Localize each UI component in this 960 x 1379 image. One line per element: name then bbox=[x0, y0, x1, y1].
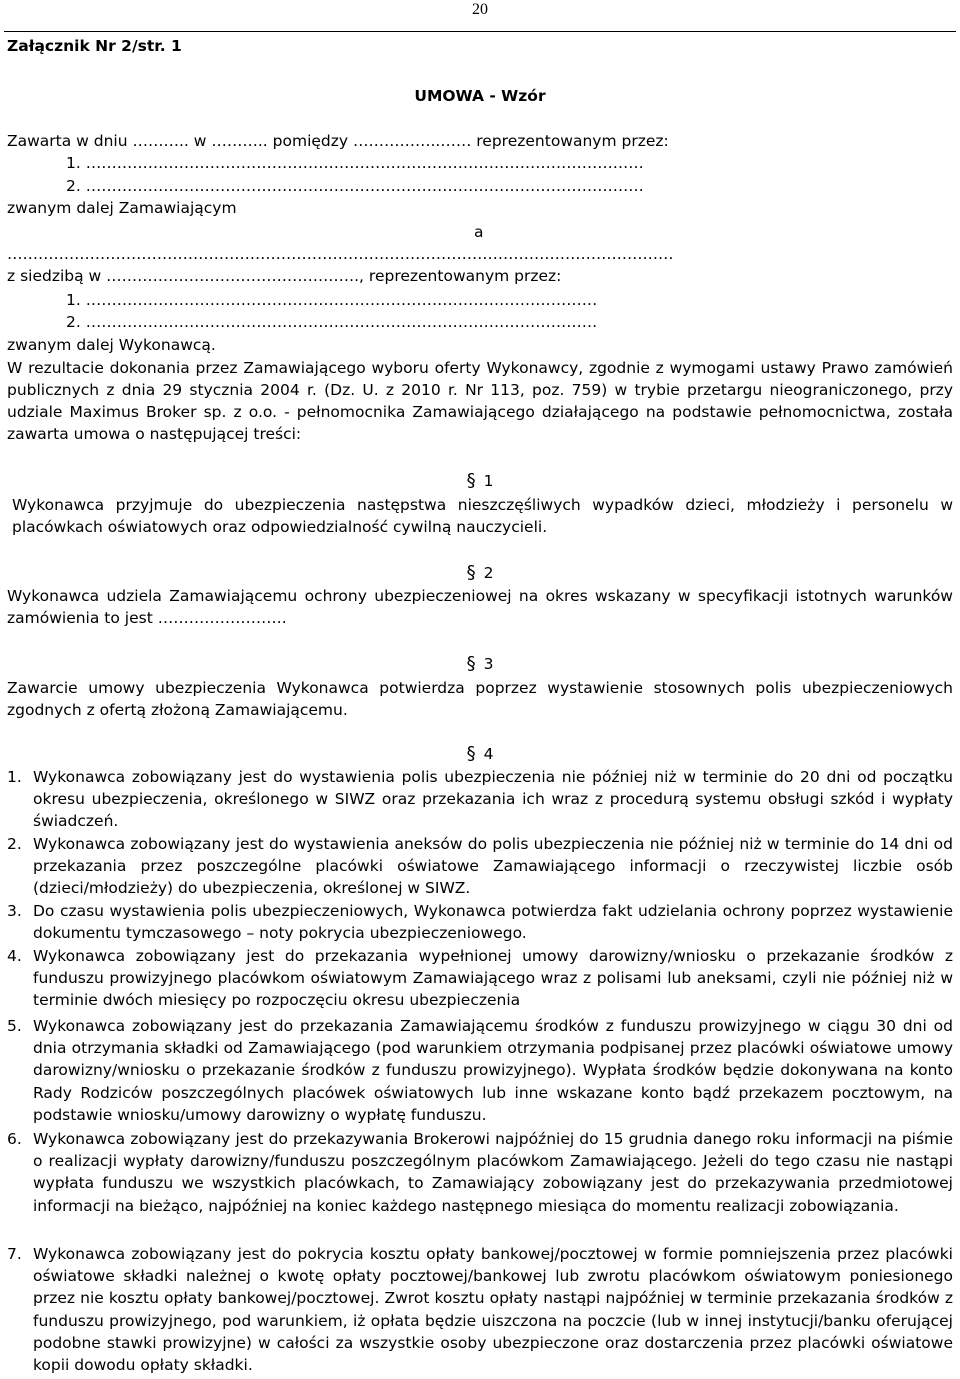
page-number: 20 bbox=[472, 1, 488, 18]
employer-rep-1: 1. ……………………………………………………………………………………………… bbox=[66, 154, 644, 172]
seat-line: z siedzibą w …………………………………………., reprezentowanym przez: bbox=[7, 267, 562, 285]
item-text: Do czasu wystawienia polis ubezpieczeniowych, Wykonawca potwierdza fakt udzielania ochrony poprzez wystawienie dokumentu tymczasowego – noty pokrycia ubezpieczeniowego. bbox=[33, 902, 953, 943]
contractor-called: zwanym dalej Wykonawcą. bbox=[7, 336, 216, 354]
item-text: Wykonawca zobowiązany jest do przekazania Zamawiającemu środków z funduszu prowizyjnego w ciągu 30 dni od dnia otrzymania składki od Zamawiającego (pod warunkiem otrzymania podpisanej przez placówki oświatowe umowy darowizny/wniosku o przekazanie środków z funduszu prowizyjnego). Wypłata środków będzie dokonywana na konto Rady Rodziców poszczególnych placówek oświatowych lub inne wskazane konto bądź przekazem pocztowym, na podstawie wniosku/umowy darowizny o wypłatę funduszu. bbox=[33, 1017, 953, 1124]
section-1-text: Wykonawca przyjmuje do ubezpieczenia następstwa nieszczęśliwych wypadków dzieci, młodzieży i personelu w placówkach oświatowych oraz odpowiedzialność cywilną nauczycieli. bbox=[12, 496, 953, 536]
item-number: 3. bbox=[7, 902, 22, 920]
section-1-heading bbox=[0, 470, 960, 491]
list-item bbox=[7, 1015, 953, 1126]
section-2-text: Wykonawca udziela Zamawiającemu ochrony ubezpieczeniowej na okres wskazany w specyfikacji istotnych warunków zamówienia to jest ……………………. bbox=[7, 587, 953, 627]
document-title: UMOWA - Wzór bbox=[414, 87, 546, 105]
section-sign: § bbox=[466, 653, 476, 674]
item-number: 5. bbox=[7, 1017, 22, 1035]
employer-rep-2: 2. ……………………………………………………………………………………………… bbox=[66, 177, 644, 195]
attachment-label: Załącznik Nr 2/str. 1 bbox=[7, 37, 182, 55]
header-rule bbox=[4, 31, 956, 32]
item-number: 6. bbox=[7, 1130, 22, 1148]
section-2-heading bbox=[0, 562, 960, 583]
contractor-rep-1: 1. ……………………………………………………………………………………… bbox=[66, 291, 598, 309]
section-number: 3 bbox=[483, 655, 494, 673]
section-3-text: Zawarcie umowy ubezpieczenia Wykonawca potwierdza poprzez wystawienie stosownych polis ubezpieczeniowych zgodnych z ofertą złożoną Zamawiającemu. bbox=[7, 679, 953, 719]
contractor-dots: ………………………………………………………………………………………………………………… bbox=[7, 245, 674, 263]
section-sign: § bbox=[466, 743, 476, 764]
section-sign: § bbox=[466, 470, 476, 491]
contractor-rep-2: 2. ……………………………………………………………………………………… bbox=[66, 313, 598, 331]
list-item bbox=[7, 766, 953, 833]
concluded-line: Zawarta w dniu ……….. w ……….. pomiędzy ……………..…… reprezentowanym przez: bbox=[7, 132, 669, 150]
section-sign: § bbox=[466, 562, 476, 583]
item-text: Wykonawca zobowiązany jest do wystawienia polis ubezpieczenia nie później niż w terminie do 20 dni od początku okresu ubezpieczenia, określonego w SIWZ oraz przekazania ich wraz z procedurą systemu obsługi szkód i wypłaty świadczeń. bbox=[33, 768, 953, 831]
item-number: 2. bbox=[7, 835, 22, 853]
list-item bbox=[7, 1243, 953, 1376]
section-4-heading bbox=[0, 743, 960, 764]
item-text: Wykonawca zobowiązany jest do wystawienia aneksów do polis ubezpieczenia nie później niż w terminie do 14 dni od przekazania przez poszczególne placówki oświatowe Zamawiającego informacji o rzeczywistej liczbie osób (dzieci/młodzieży) do ubezpieczenia, określonej w SIWZ. bbox=[33, 835, 953, 898]
list-item bbox=[7, 833, 953, 900]
item-text: Wykonawca zobowiązany jest do pokrycia kosztu opłaty bankowej/pocztowej w formie pomniejszenia przez placówki oświatowe składki należnej o kwotę opłaty pocztowej/bankowej lub zwrotu placówkom oświatowym poniesionego przez nie kosztu opłaty bankowej/pocztowej. Zwrot kosztu opłaty nastąpi najpóźniej w terminie przekazania środków z funduszu prowizyjnego, pod warunkiem, iż opłata będzie uiszczona na poczcie (lub w innej instytucji/banku oferującej podobne stawki prowizyjne) w całości za wszystkie osoby ubezpieczone oraz dostarczenia przez placówki oświatowe kopii dowodu opłaty składki. bbox=[33, 1245, 953, 1375]
item-text: Wykonawca zobowiązany jest do przekazania wypełnionej umowy darowizny/wniosku o przekazanie środków z funduszu prowizyjnego placówkom oświatowym Zamawiającego wraz z polisami lub aneksami, czyli nie później niż w terminie dwóch miesięcy po rozpoczęciu okresu ubezpieczenia bbox=[33, 947, 953, 1010]
list-item bbox=[7, 945, 953, 1012]
item-number: 1. bbox=[7, 768, 22, 786]
result-paragraph: W rezultacie dokonania przez Zamawiającego wyboru oferty Wykonawcy, zgodnie z wymogami ustawy Prawo zamówień publicznych z dnia 29 stycznia 2004 r. (Dz. U. z 2010 r. Nr 113, poz. 759) w trybie przetargu nieograniczonego, przy udziale Maximus Broker sp. z o.o. - pełnomocnika Zamawiającego działającego na podstawie pełnomocnictwa, została zawarta umowa o następującej treści: bbox=[7, 359, 953, 443]
list-item bbox=[7, 1128, 953, 1217]
employer-called: zwanym dalej Zamawiającym bbox=[7, 199, 237, 217]
item-number: 7. bbox=[7, 1245, 22, 1263]
list-item bbox=[7, 900, 953, 944]
section-number: 4 bbox=[483, 745, 494, 763]
item-text: Wykonawca zobowiązany jest do przekazywania Brokerowi najpóźniej do 15 grudnia danego roku informacji na piśmie o realizacji wypłaty darowizny/funduszu poszczególnym placówkom Zamawiającego. Jeżeli do tego czasu nie nastąpi wypłata funduszu we wszystkich placówkach, to Zamawiający zobowiązany jest do przekazywania przedmiotowej informacji na bieżąco, najpóźniej na koniec każdego następnego miesiąca do momentu realizacji zobowiązania. bbox=[33, 1130, 953, 1215]
item-number: 4. bbox=[7, 947, 22, 965]
section-number: 1 bbox=[483, 472, 494, 490]
section-number: 2 bbox=[483, 564, 494, 582]
and-conjunction: a bbox=[474, 223, 484, 241]
section-3-heading bbox=[0, 653, 960, 674]
